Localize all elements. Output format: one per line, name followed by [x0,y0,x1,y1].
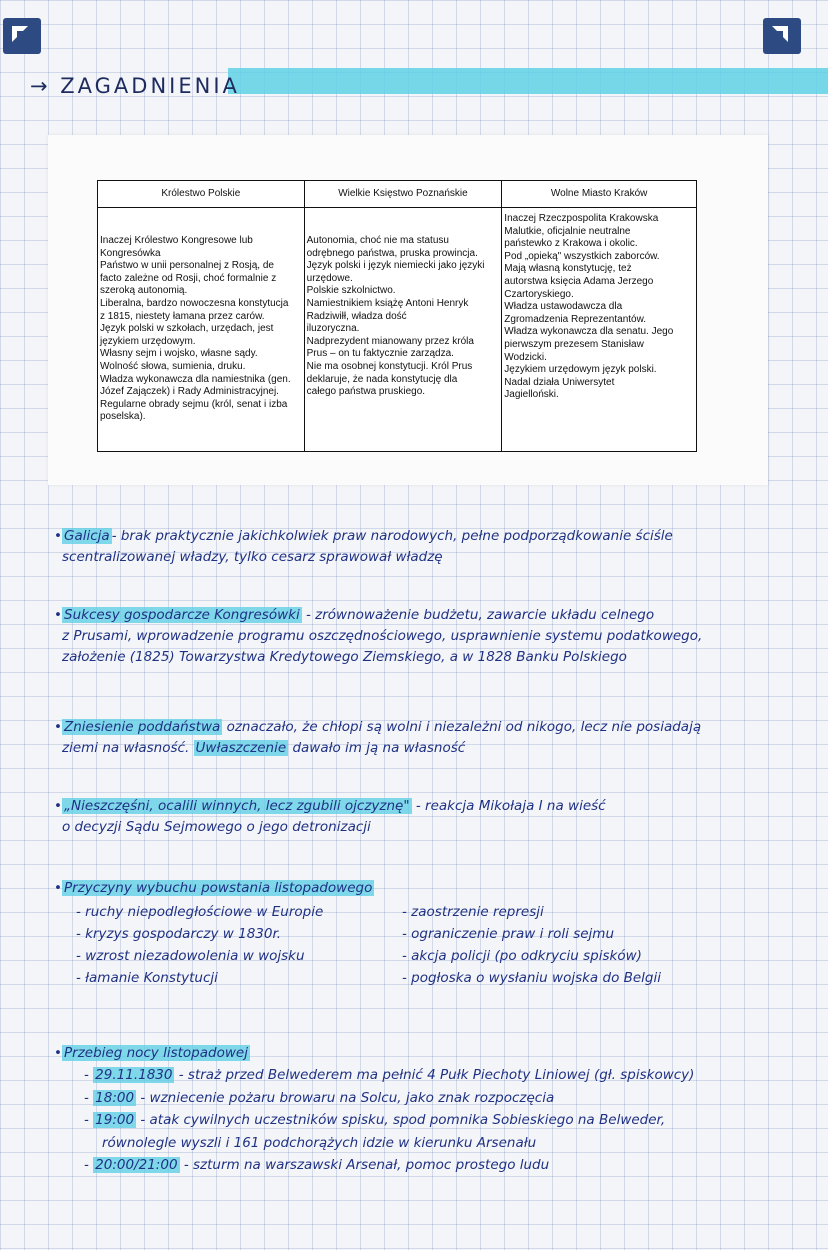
cell-line: odrębnego państwa, pruska prowincja. [306,247,478,259]
cell-line: Wolność słowa, sumienia, druku. [100,360,246,372]
highlighted-term: Przebieg nocy listopadowej [64,1045,248,1061]
cell-line: Józef Zajączek) i Rady Administracyjnej. [100,386,279,398]
table-row [98,208,697,452]
step-text: - wzniecenie pożaru browaru na Solcu, jako znak rozpoczęcia [136,1089,555,1106]
header-krolestwo: Królestwo Polskie [98,181,305,208]
list-item: - łamanie Konstytucji [76,970,218,986]
cell-line: Wodzicki. [504,351,547,363]
cell-line: Prus – on tu faktycznie zarządza. [306,348,454,360]
note-line [62,1043,822,1064]
note-przebieg [54,1043,822,1177]
header-krakow: Wolne Miasto Kraków [502,181,697,208]
cell-line: Malutkie, oficjalnie neutralne [504,225,631,237]
cell-line: Mają własną konstytucję, też [504,263,632,275]
cell-line: całego państwa pruskiego. [306,386,426,398]
note-sukcesy [54,605,822,668]
note-text: - reakcja Mikołaja I na wieść [411,798,606,814]
note-line [62,878,822,899]
list-item: - 20:00/21:00 - szturm na warszawski Arsenał, pomoc prostego ludu [84,1157,550,1173]
cell-line: Nadprezydent mianowany przez króla [306,335,474,347]
highlighted-term: Przyczyny wybuchu powstania listopadowego [64,880,373,896]
heading-text: ZAGADNIENIA [60,74,240,98]
time-label: 19:00 [95,1112,135,1128]
list-item: - 19:00 - atak cywilnych uczestników spisku, spod pomnika Sobieskiego na Belweder, [84,1112,666,1128]
note-line: z Prusami, wprowadzenie programu oszczędnościowego, usprawnienie systemu podatkowego, [62,628,703,644]
cell-line: urzędowe. [306,272,353,284]
cell-line: Władza ustawodawcza dla [504,301,623,313]
note-nieszczesni [54,796,822,838]
list-item: - ograniczenie praw i roli sejmu [402,926,615,942]
cell-line: Pod „opieką" wszystkich zaborców. [504,250,660,262]
page-heading: → ZAGADNIENIA [30,74,240,98]
cell-line: Radziwiłł, władza dość [306,310,407,322]
list-item: - akcja policji (po odkryciu spisków) [402,948,642,964]
time-label: 18:00 [95,1089,135,1106]
cell-krakow [502,208,697,452]
note-line [62,738,822,759]
causes-list [62,901,822,991]
cell-line: Własny sejm i wojsko, własne sądy. [100,348,258,360]
note-line [62,605,822,626]
cell-line: deklaruje, że nada konstytucję dla [306,373,458,385]
cell-line: Zgromadzenia Reprezentantów. [504,313,647,325]
comparison-table [97,180,697,452]
cell-krolestwo [98,208,305,452]
note-line: założenie (1825) Towarzystwa Kredytowego Ziemskiego, a w 1828 Banku Polskiego [62,649,627,665]
cell-line: Jagielloński. [504,389,559,401]
list-item: - kryzys gospodarczy w 1830r. [76,926,282,942]
heading-highlight [228,68,828,94]
cell-line: Nie ma osobnej konstytucji. Król Prus [306,360,473,372]
cell-poznanskie [304,208,502,452]
bullet-icon: • [54,798,62,814]
table-header-row [98,181,697,208]
cell-line: z 1815, niestety łamana przez carów. [100,310,265,322]
cell-line: iluzoryczna. [306,323,360,335]
cell-line: Język polski w szkołach, urzędach, jest [100,323,274,335]
note-text: oznaczało, że chłopi są wolni i niezależni od nikogo, lecz nie posiadają [222,719,702,735]
step-text: równolegle wyszli i 161 podchorążych idzie w kierunku Arsenału [102,1134,537,1151]
cell-line: Inaczej Rzeczpospolita Krakowska [504,213,659,224]
time-label: 20:00/21:00 [95,1157,178,1173]
bullet-icon: • [54,607,62,623]
cell-line: Liberalna, bardzo nowoczesna konstytucja [100,297,289,309]
list-item: - 29.11.1830 - straż przed Belwederem ma pełnić 4 Pułk Piechoty Liniowej (gł. spiskowcy) [84,1067,695,1083]
cell-line: Władza wykonawcza dla namiestnika (gen. [100,373,291,385]
cell-line: poselska). [100,411,146,423]
cell-line: pierwszym prezesem Stanisław [504,338,644,350]
cell-line: facto zależne od Rosji, choć formalnie z [100,272,277,284]
corner-mark-left-icon [3,18,41,54]
highlighted-term: Zniesienie poddaństwa [64,719,221,735]
cell-line: autorstwa księcia Adama Jerzego [504,275,654,287]
list-item: - zaostrzenie represji [402,904,544,920]
note-line [62,717,822,738]
note-line [62,526,822,547]
time-label: 29.11.1830 [95,1067,173,1083]
cell-line: Władza wykonawcza dla senatu. Jego [504,326,674,338]
cell-line: Język polski i język niemiecki jako języki [306,260,485,272]
step-text: - atak cywilnych uczestników spisku, spod pomnika Sobieskiego na Belweder, [136,1112,666,1128]
note-line: scentralizowanej władzy, tylko cesarz sprawował władzę [62,549,443,565]
list-item: - wzrost niezadowolenia w wojsku [76,948,305,964]
bullet-icon: • [54,528,62,544]
timeline-list [62,1064,822,1177]
step-text: - szturm na warszawski Arsenał, pomoc prostego ludu [179,1157,550,1173]
cell-line: językiem urzędowym. [100,335,196,347]
note-text: - zrównoważenie budżetu, zawarcie układu celnego [301,607,655,623]
list-item [62,1132,822,1155]
bullet-icon: • [54,880,62,896]
cell-line: Polskie szkolnictwo. [306,285,396,297]
cell-line: państewko z Krakowa i okolic. [504,238,638,250]
highlighted-term: Galicja [64,528,110,544]
cell-line: Autonomia, choć nie ma statusu [306,235,449,246]
note-text: ziemi na własność. [62,740,194,756]
cell-line: Nadal działa Uniwersytet [504,376,615,388]
note-line [62,796,822,817]
note-text: dawało im ją na własność [288,740,466,756]
bullet-icon: • [54,1045,62,1061]
header-poznanskie: Wielkie Księstwo Poznańskie [304,181,502,208]
bullet-icon: • [54,719,62,735]
cell-line: Czartoryskiego. [504,288,574,300]
causes-left [76,901,323,989]
corner-mark-right-icon [763,18,801,54]
highlighted-term: „Nieszczęśni, ocalili winnych, lecz zgubili ojczyznę" [64,798,410,814]
highlighted-term: Sukcesy gospodarcze Kongresówki [64,607,300,623]
list-item: - pogłoska o wysłaniu wojska do Belgii [402,970,662,986]
note-text: - brak praktycznie jakichkolwiek praw narodowych, pełne podporządkowanie ściśle [111,528,673,544]
cell-line: Państwo w unii personalnej z Rosją, de [100,260,274,272]
note-zniesienie [54,717,822,759]
step-text: - straż przed Belwederem ma pełnić 4 Pułk Piechoty Liniowej (gł. spiskowcy) [174,1067,695,1083]
highlighted-term: Uwłaszczenie [195,740,287,756]
list-item: - ruchy niepodległościowe w Europie [76,904,324,920]
note-line: o decyzji Sądu Sejmowego o jego detronizacji [62,819,371,835]
cell-line: Kongresówka [100,247,161,259]
note-galicja [54,526,822,568]
causes-right [402,901,661,989]
cell-line: Regularne obrady sejmu (król, senat i izba [100,398,288,410]
cell-line: Inaczej Królestwo Kongresowe lub [100,235,253,246]
list-item: - 18:00 - wzniecenie pożaru browaru na Solcu, jako znak rozpoczęcia [84,1089,555,1106]
cell-line: Namiestnikiem książę Antoni Henryk [306,297,469,309]
cell-line: szeroką autonomią. [100,285,188,297]
note-przyczyny [54,878,822,991]
cell-line: Językiem urzędowym język polski. [504,364,657,376]
